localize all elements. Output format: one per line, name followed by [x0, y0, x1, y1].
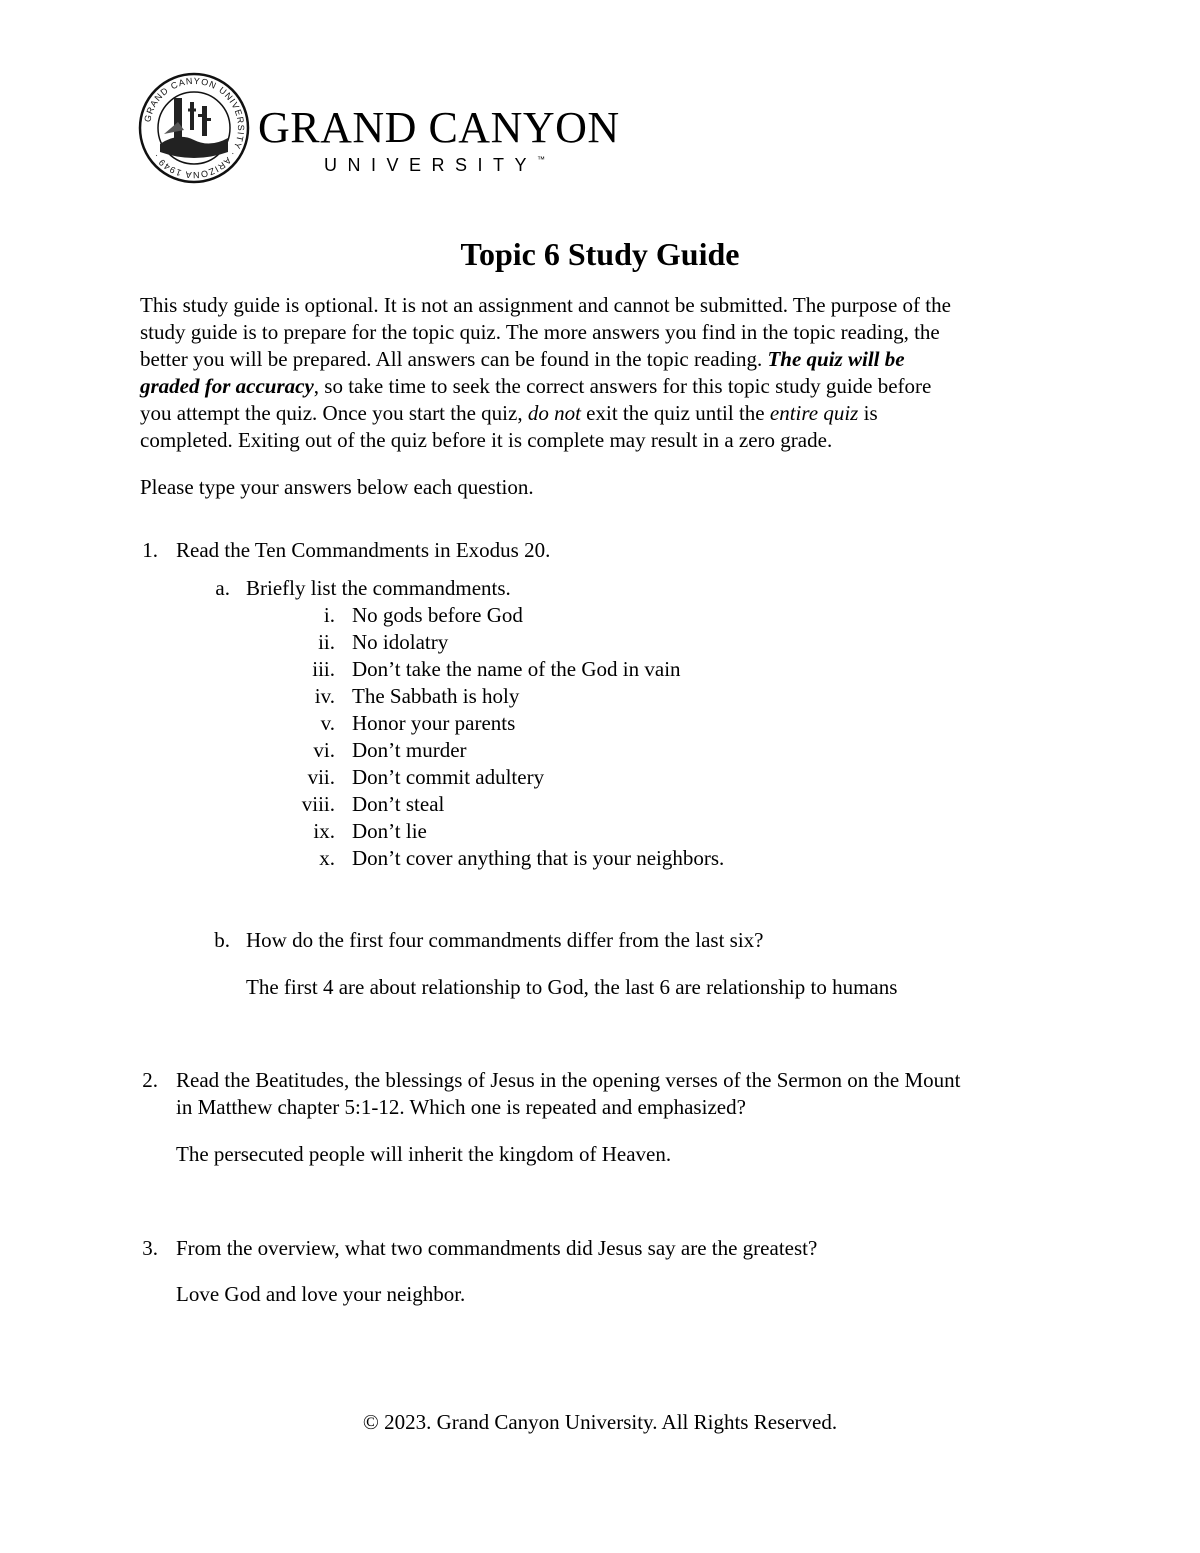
list-item: i. No gods before God [323, 603, 523, 627]
seal-text: GRAND CANYON UNIVERSITY · ARIZONA 1949 · [142, 75, 247, 181]
list-item: ix. Don’t lie [313, 819, 427, 843]
intro-line: study guide is to prepare for the topic quiz. The more answers you find in the topic reading, the [140, 320, 940, 344]
part-letter: a. [215, 576, 230, 600]
intro-line: better you will be prepared. All answers can be found in the topic reading. The quiz will be [140, 347, 905, 371]
intro-paragraph [140, 292, 951, 454]
list-item: viii. Don’t steal [301, 792, 445, 816]
part-letter: b. [214, 928, 230, 952]
list-item: ii. No idolatry [318, 630, 449, 654]
logo-wordmark: GRAND CANYON [258, 103, 620, 152]
part-text: How do the first four commandments differ from the last six? [246, 928, 764, 952]
list-item: v. Honor your parents [320, 711, 516, 735]
list-item: vi. Don’t murder [313, 738, 467, 762]
intro-line: graded for accuracy, so take time to seek the correct answers for this topic study guide before [140, 374, 932, 398]
question-text: Read the Beatitudes, the blessings of Jesus in the opening verses of the Sermon on the Mount in Matthew chapter 5:1-12. Which one is repeated and emphasized? [176, 1068, 961, 1119]
list-item: iii. Don’t take the name of the God in vain [312, 657, 681, 681]
question-text: From the overview, what two commandments did Jesus say are the greatest? [176, 1236, 818, 1260]
intro-line: This study guide is optional. It is not an assignment and cannot be submitted. The purpose of the [140, 293, 951, 317]
question-number: 1. [142, 538, 158, 562]
emphasis-accuracy: graded for accuracy [140, 374, 314, 398]
university-seal-logo [138, 72, 250, 184]
answer-text: The first 4 are about relationship to God, the last 6 are relationship to humans [246, 975, 898, 999]
list-item: iv. The Sabbath is holy [314, 684, 520, 708]
logo-subtitle: UNIVERSITY™ [324, 155, 546, 175]
instruction-text: Please type your answers below each question. [140, 475, 534, 499]
answer-text: Love God and love your neighbor. [176, 1282, 466, 1306]
part-text: Briefly list the commandments. [246, 576, 511, 600]
list-item: x. Don’t cover anything that is your neighbors. [319, 846, 725, 870]
intro-line: you attempt the quiz. Once you start the quiz, do not exit the quiz until the entire quiz is [140, 401, 878, 425]
answer-text: The persecuted people will inherit the kingdom of Heaven. [176, 1142, 672, 1166]
question-text: Read the Ten Commandments in Exodus 20. [176, 538, 551, 562]
list-item: vii. Don’t commit adultery [307, 765, 545, 789]
emphasis-entire-quiz: entire quiz [769, 401, 859, 425]
commandments-list [280, 602, 880, 872]
question-number: 3. [142, 1236, 158, 1260]
emphasis-quiz-graded: The quiz will be [767, 347, 905, 371]
page-title: Topic 6 Study Guide [460, 236, 740, 272]
emphasis-do-not: do not [527, 401, 581, 425]
trademark-symbol: ™ [537, 155, 546, 164]
copyright-footer: © 2023. Grand Canyon University. All Rights Reserved. [362, 1410, 838, 1434]
intro-line: completed. Exiting out of the quiz before it is complete may result in a zero grade. [140, 428, 833, 452]
question-number: 2. [142, 1068, 158, 1092]
